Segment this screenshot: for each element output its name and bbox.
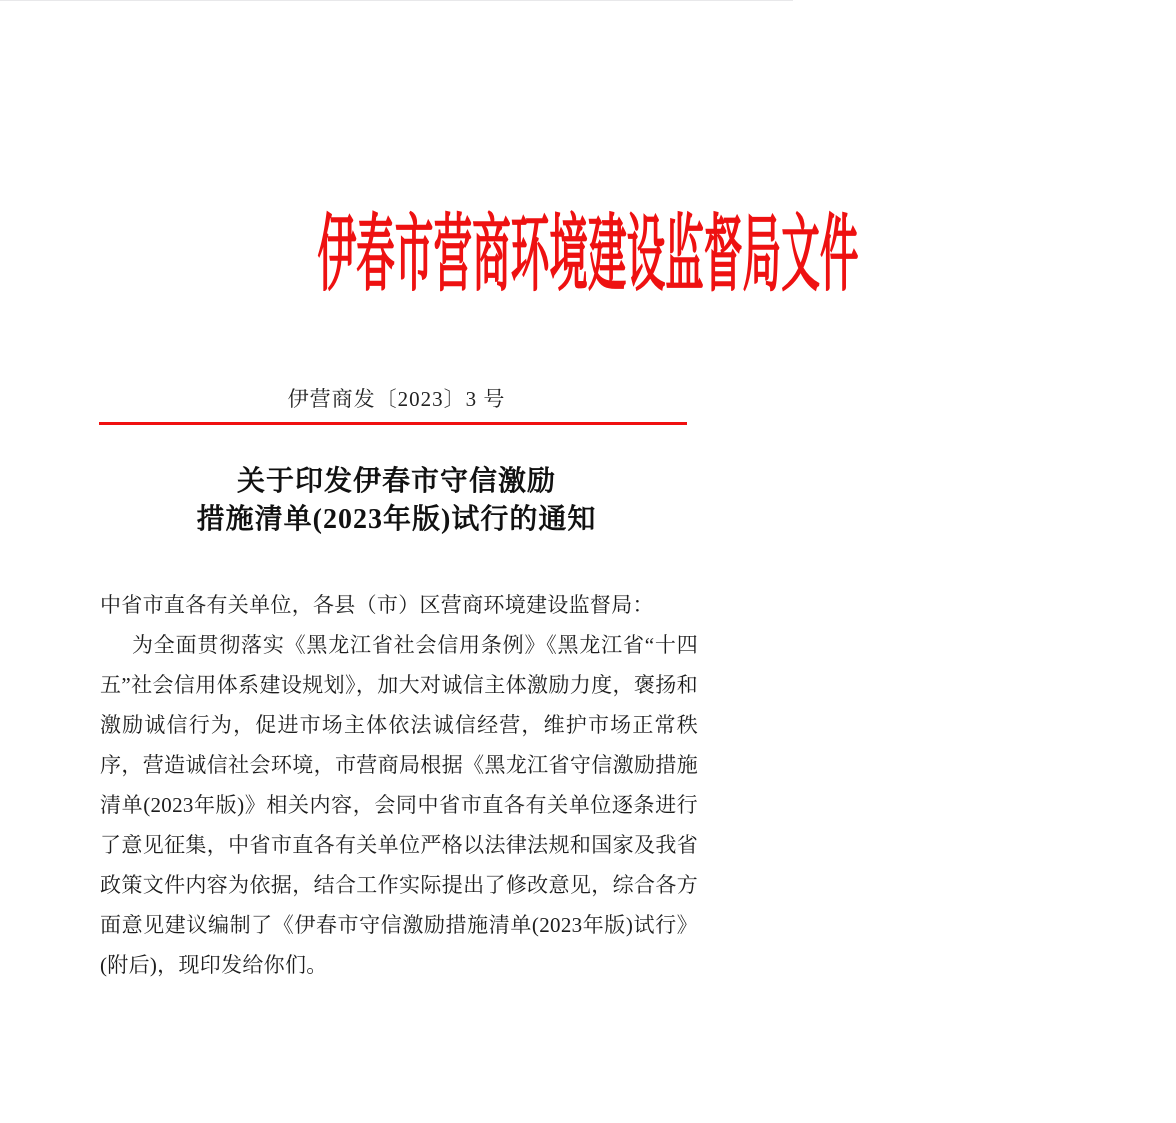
document-title-line2: 措施清单(2023年版)试行的通知 — [196, 504, 597, 535]
red-divider-line — [99, 422, 687, 425]
document-number: 伊营商发〔2023〕3 号 — [287, 387, 506, 411]
body-paragraph: 为全面贯彻落实《黑龙江省社会信用条例》《黑龙江省“十四五”社会信用体系建设规划》，加大对诚信主体激励力度，褒扬和激励诚信行为，促进市场主体依法诚信经营，维护市场正常秩序，营造诚信社会环境，市营商局根据《黑龙江省守信激励措施清单(2023年版)》相关内容，会同中省市直各有关单位逐条进行了意见征集，中省市直各有关单位严格以法律法规和国家及我省政策文件内容为依据，结合工作实际提出了修改意见，综合各方面意见建议编制了《伊春市守信激励措施清单(2023年版)试行》(附后)，现印发给你们。 — [100, 633, 698, 977]
document-body — [100, 585, 698, 985]
document-title-line1: 关于印发伊春市守信激励 — [236, 466, 556, 497]
document-header — [0, 0, 859, 302]
agency-header-title: 伊春市营商环境建设监督局文件 — [317, 209, 859, 302]
salutation-line: 中省市直各有关单位，各县（市）区营商环境建设监督局： — [100, 593, 654, 617]
document-title — [0, 463, 793, 539]
